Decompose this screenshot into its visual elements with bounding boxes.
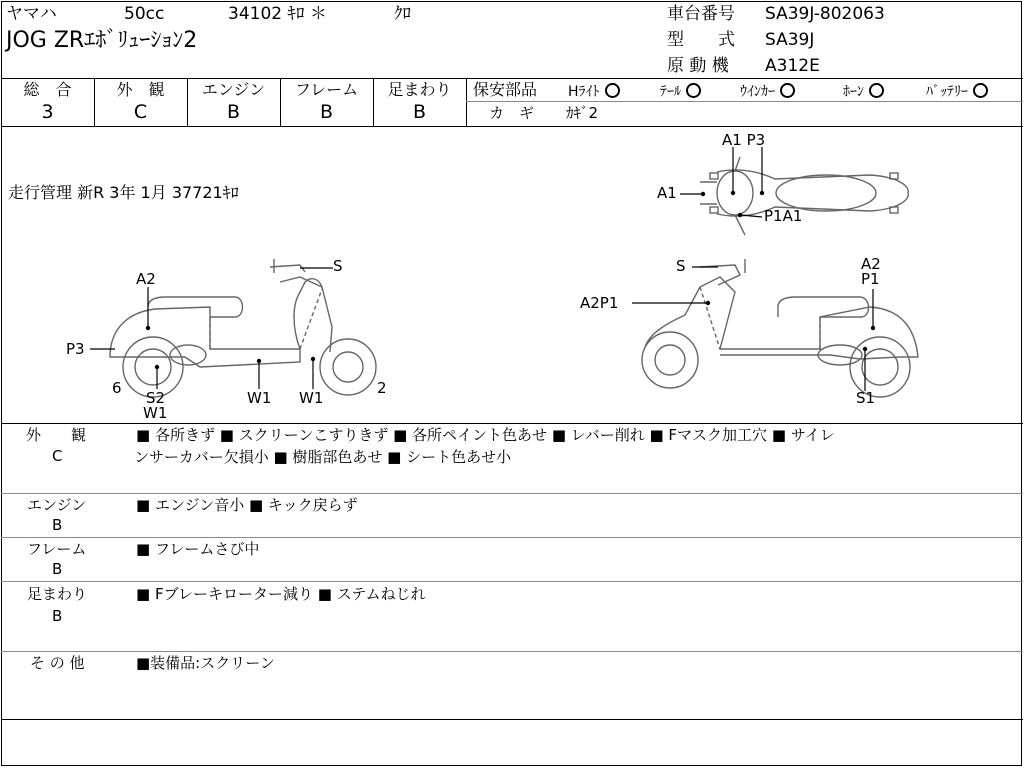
remark-exterior-label: 外 観 [26, 426, 87, 444]
divider [1, 581, 1023, 582]
ok-circle-icon [605, 83, 620, 98]
divider [1, 78, 1023, 79]
label-w1: W1 [143, 404, 168, 422]
engine-grade: B [226, 101, 241, 123]
divider [466, 78, 467, 126]
divider [1, 719, 1023, 720]
remark-engine-text: ■ エンジン音小 ■ キック戻らず [136, 496, 358, 514]
headlight-status: Hﾗｲﾄ [568, 83, 620, 99]
label-2: 2 [377, 379, 387, 397]
label-p1: P1 [861, 270, 880, 288]
engine-type-label: 原 動 機 [667, 56, 729, 76]
remark-engine-grade: B [52, 516, 63, 534]
remark-frame-text: ■ フレームさび中 [136, 540, 260, 558]
label-s: S [676, 257, 686, 275]
label-6: 6 [112, 379, 122, 397]
suspension-grade: B [412, 101, 427, 123]
exterior-grade-label: 外 観 [116, 80, 165, 99]
remark-other-text: ■装備品:スクリーン [136, 654, 275, 672]
remark-exterior-text: ンサーカバー欠損小 ■ 樹脂部色あせ ■ シート色あせ小 [134, 448, 512, 466]
remark-frame-grade: B [52, 560, 63, 578]
label-p1a1: P1A1 [764, 207, 803, 225]
divider [1, 423, 1023, 424]
overall-grade: 3 [41, 101, 54, 123]
safety-parts-label: 保安部品 [473, 80, 538, 99]
label-a1-p3: A1 P3 [722, 131, 766, 149]
horn-status: ﾎｰﾝ [843, 83, 884, 99]
ok-circle-icon [869, 83, 884, 98]
divider [1, 651, 1023, 652]
exterior-grade: C [133, 101, 148, 123]
remark-other-label: そ の 他 [30, 654, 85, 672]
model-name: JOG ZRｴﾎﾞﾘｭｰｼｮﾝ2 [6, 28, 198, 53]
remark-suspension-label: 足まわり [27, 585, 88, 603]
ok-circle-icon [973, 83, 988, 98]
divider [1, 493, 1023, 494]
label-s: S [333, 257, 343, 275]
engine-type: A312E [765, 56, 820, 76]
key-label: カ ギ [489, 104, 535, 122]
maker: ヤマハ [6, 4, 57, 24]
label-a2: A2 [136, 270, 156, 288]
label-p3: P3 [66, 340, 85, 358]
remark-exterior-grade: C [52, 447, 63, 465]
winker-status: ｳｲﾝｶｰ [740, 83, 795, 99]
key-value: ｶｷﾞ2 [566, 104, 599, 122]
displacement: 50cc [124, 4, 165, 24]
label-s1: S1 [856, 389, 876, 407]
model-type: SA39J [765, 30, 815, 50]
divider [1, 537, 1023, 538]
remark-exterior-text: ■ 各所きず ■ スクリーンこすりきず ■ 各所ペイント色あせ ■ レバー削れ ■ Fマスク加工穴 ■ サイレ [136, 426, 835, 444]
frame-number-label: 車台番号 [667, 4, 735, 24]
overall-grade-label: 総 合 [23, 80, 72, 99]
label-s2: S2 [146, 389, 166, 407]
engine-grade-label: エンジン [201, 80, 266, 99]
ok-circle-icon [780, 83, 795, 98]
label-w1: W1 [247, 389, 272, 407]
label-a2p1: A2P1 [580, 294, 619, 312]
remark-suspension-text: ■ Fブレーキローター減り ■ ステムねじれ [136, 585, 426, 603]
tail-status: ﾃｰﾙ [660, 83, 701, 99]
remark-frame-label: フレーム [27, 540, 87, 558]
frame-grade-label: フレーム [294, 80, 359, 99]
label-a1: A1 [657, 184, 677, 202]
mileage: 34102 ｷﾛ ＊ [228, 4, 327, 24]
remark-engine-label: エンジン [27, 496, 87, 514]
label-a2: A2 [861, 255, 881, 273]
scooter-top-view [700, 157, 908, 235]
frame-grade: B [319, 101, 334, 123]
frame-number: SA39J-802063 [765, 4, 885, 24]
ok-circle-icon [686, 83, 701, 98]
battery-status: ﾊﾞｯﾃﾘｰ [926, 83, 988, 99]
label-w1: W1 [299, 389, 324, 407]
model-type-label: 型 式 [667, 30, 735, 50]
color: ｸﾛ [394, 4, 411, 24]
remark-suspension-grade: B [52, 607, 63, 625]
mileage-history: 走行管理 新R 3年 1月 37721ｷﾛ [8, 183, 239, 202]
divider [466, 101, 1023, 102]
suspension-grade-label: 足まわり [387, 80, 452, 99]
